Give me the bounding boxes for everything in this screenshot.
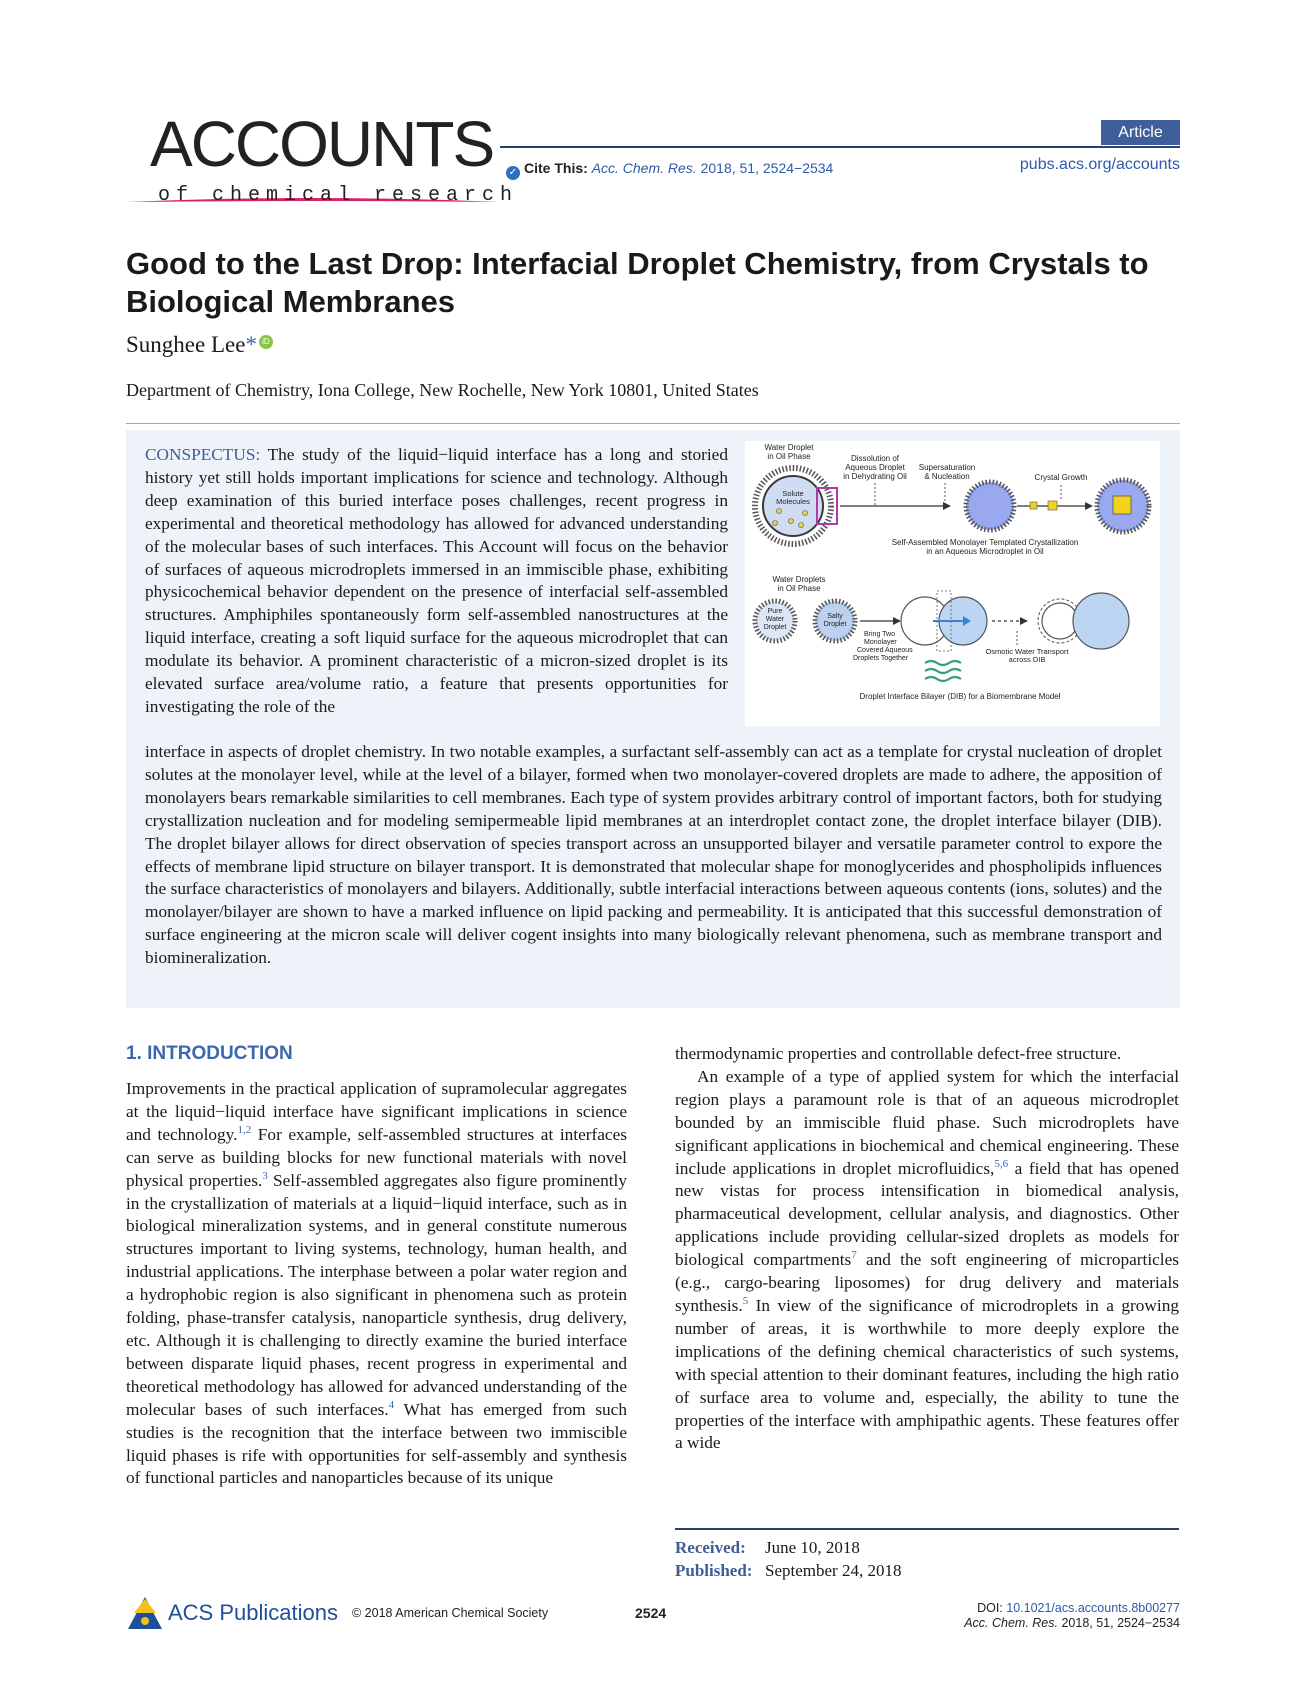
intro-right-column: [675, 1043, 1179, 1455]
cite-journal: Acc. Chem. Res.: [591, 160, 697, 176]
journal-logo-wordmark: ACCOUNTS: [150, 108, 494, 180]
received-date-row: [675, 1538, 860, 1558]
reference-link[interactable]: 1,2: [237, 1123, 252, 1136]
orcid-icon[interactable]: iD: [259, 335, 273, 349]
toc-caption-bottom: Droplet Interface Bilayer (DIB) for a Biomembrane Model: [859, 692, 1061, 701]
journal-url-link[interactable]: pubs.acs.org/accounts: [1019, 156, 1180, 173]
intro-paragraph-2: An example of a type of applied system for which the interfacial region plays a paramount role is that of an aqueous microdroplet bounded by an immiscible fluid phase. Such microdroplets have significant applications in biochemical and chemical engineering. These include applications in droplet microfluidics,$^{5,6}$ a field that has opened new vistas for process intensification in biomedical analysis, pharmaceutical development, cellular analysis, and diagnostics. Other applications include providing cellular-sized droplets as models for biological compartments$^7$ and the soft engineering of microparticles (e.g., cargo-bearing liposomes) for drug delivery and materials synthesis.$^5$ In view of the significance of microdroplets in a growing number of areas, it is worthwhile to more deeply explore the implications of the defining chemical characteristics of such systems, with special attention to their dominant features, including the high ratio of surface area to volume and, especially, the ability to tune the properties of the interface with amphipathic agents. These features offer a wide: [675, 1066, 1179, 1453]
page-number: 2524: [635, 1605, 667, 1621]
conspectus-text-bottom: interface in aspects of droplet chemistry. In two notable examples, a surfactant self-assembly can act as a template for crystal nucleation of droplet solutes at the monolayer level, while at the level of a bilayer, formed when two monolayer-covered droplets are made to adhere, the apposition of monolayers bears remarkable similarities to cell membranes. Each type of system provides arbitrary control of important factors, both for studying crystallization nucleation and for modeling semipermeable lipid membranes at an interdroplet contact zone, the droplet interface bilayer (DIB). The droplet bilayer allows for direct observation of species transport across an unsupported bilayer and versatile parameter control to expore the effects of membrane lipid structure on bilayer transport. It is demonstrated that molecular shape for monoglycerides and phospholipids influences the surface characteristics of monolayers and bilayers. Additionally, subtle interfacial interactions between aqueous contents (ions, solutes) and the monolayer/bilayer are shown to have a marked influence on lipid packing and permeability. It is anticipated that this successful demonstration of surface engineering at the micron scale will deliver cogent insights into many biologically relevant phenomena, such as membrane transport and biomineralization.: [145, 742, 1162, 968]
cite-label: Cite This:: [524, 160, 588, 176]
header-rule: [500, 146, 1180, 148]
received-date: June 10, 2018: [765, 1538, 860, 1557]
cite-details: 2018, 51, 2524−2534: [700, 160, 834, 176]
intro-paragraph-1: Improvements in the practical application of supramolecular aggregates at the liquid−liquid interface have significant implications in science and technology.$^{1,2}$ For example, self-assembled structures at interfaces can serve as building blocks for new functional materials with novel physical properties.$^3$ Self-assembled aggregates also figure prominently in the crystallization of materials at a liquid−liquid interface, such as in biological mineralization systems, and in general constitute numerous structures important to living systems, technology, human health, and industrial applications. The interphase between a polar water region and a hydrophobic region is also significant in phenomena such as protein folding, phase-transfer catalysis, nanoparticle synthesis, drug delivery, etc. Although it is challenging to directly examine the buried interface between disparate liquid phases, recent progress in experimental and theoretical methodology has allowed for advanced understanding of the molecular bases of such interfaces.$^4$ What has emerged from such studies is the recognition that the interface between two immiscible liquid phases is rife with opportunities for self-assembly and synthesis of functional particles and nanoparticles because of its unique: [126, 1079, 627, 1488]
dates-rule: [675, 1528, 1179, 1530]
conspectus-text-top: [145, 444, 728, 719]
intro-left-column: [126, 1078, 627, 1490]
toc-label-salty: Salty Droplet: [823, 613, 847, 628]
toc-caption-top: Self-Assembled Monolayer Templated Crystallization in an Aqueous Microdroplet in Oil: [891, 538, 1079, 556]
cite-this-link[interactable]: [506, 160, 833, 180]
check-icon: ✓: [506, 166, 520, 180]
reference-link[interactable]: 4: [388, 1398, 395, 1411]
published-date-row: [675, 1561, 901, 1581]
published-date: September 24, 2018: [765, 1561, 902, 1580]
author-name[interactable]: Sunghee Lee: [126, 332, 246, 357]
corresponding-author-mark[interactable]: *: [245, 332, 257, 357]
journal-logo-subtitle: of chemical research: [158, 184, 519, 207]
toc-droplet-shrunk: [966, 482, 1014, 530]
copyright: © 2018 American Chemical Society: [352, 1606, 549, 1620]
footer-doi-block: [964, 1601, 1180, 1631]
conspectus-body-top: The study of the liquid−liquid interface has a long and storied history yet still holds important implications for science and technology. Although deep examination of this buried interface poses challenges, recent progress in experimental and theoretical methodology has allowed for advanced understanding of the molecular bases of such interfaces. This Account will focus on the behavior of surfaces of aqueous microdroplets immersed in an immiscible phase, exhibiting physicochemical behavior dependent on the presence of interfacial self-assembled structures. Amphiphiles spontaneously form self-assembled nanostructures at the liquid interface, creating a soft liquid surface for the aqueous microdroplet that can modulate its behavior. A prominent characteristic of a micron-sized droplet is its elevated surface area/volume ratio, a feature that presents opportunities for investigating the role of the: [145, 445, 728, 716]
reference-link[interactable]: 5,6: [994, 1157, 1009, 1170]
toc-label-water-droplet-oil: Water Droplet in Oil Phase: [764, 443, 814, 461]
author-line: [126, 332, 273, 358]
toc-label-supersaturation: Supersaturation & Nucleation: [918, 463, 976, 481]
toc-label-bring-two: Bring Two Monolayer Covered Aqueous Droplets Together: [853, 631, 913, 662]
toc-graphic[interactable]: [745, 441, 1160, 726]
conspectus-label: CONSPECTUS:: [145, 445, 261, 464]
intro-paragraph-continued: thermodynamic properties and controllable defect-free structure.: [675, 1044, 1122, 1063]
article-title: Good to the Last Drop: Interfacial Droplet Chemistry, from Crystals to Biological Membranes: [126, 246, 1149, 319]
section-heading-introduction: 1. INTRODUCTION: [126, 1043, 293, 1064]
toc-label-pure-water: Pure Water Droplet: [763, 608, 787, 631]
reference-link[interactable]: 3: [262, 1169, 268, 1182]
article-type-badge: Article: [1101, 120, 1180, 145]
toc-label-dissolution: Dissolution of Aqueous Droplet in Dehydrating Oil: [843, 454, 907, 481]
affiliation: Department of Chemistry, Iona College, New Rochelle, New York 10801, United States: [126, 380, 759, 400]
acs-logo-icon[interactable]: [126, 1595, 164, 1631]
title-rule: [126, 423, 1180, 424]
received-label: Received:: [675, 1538, 746, 1557]
toc-label-solute: Solute Molecules: [776, 489, 810, 506]
toc-label-water-droplets-oil: Water Droplets in Oil Phase: [772, 575, 826, 593]
published-label: Published:: [675, 1561, 753, 1580]
doi-label: DOI:: [977, 1601, 1003, 1615]
reference-link[interactable]: 5: [742, 1294, 749, 1307]
toc-label-osmotic: Osmotic Water Transport across DIB: [985, 647, 1069, 664]
toc-dib-final-right: [1073, 593, 1129, 649]
footer-cite-journal: Acc. Chem. Res.: [964, 1616, 1058, 1630]
doi-link[interactable]: 10.1021/acs.accounts.8b00277: [1006, 1601, 1180, 1615]
acs-publications-link[interactable]: ACS Publications: [168, 1600, 338, 1625]
footer-cite-details: 2018, 51, 2524−2534: [1061, 1616, 1180, 1630]
toc-label-crystal-growth: Crystal Growth: [1034, 473, 1088, 482]
reference-link[interactable]: 7: [851, 1249, 857, 1262]
